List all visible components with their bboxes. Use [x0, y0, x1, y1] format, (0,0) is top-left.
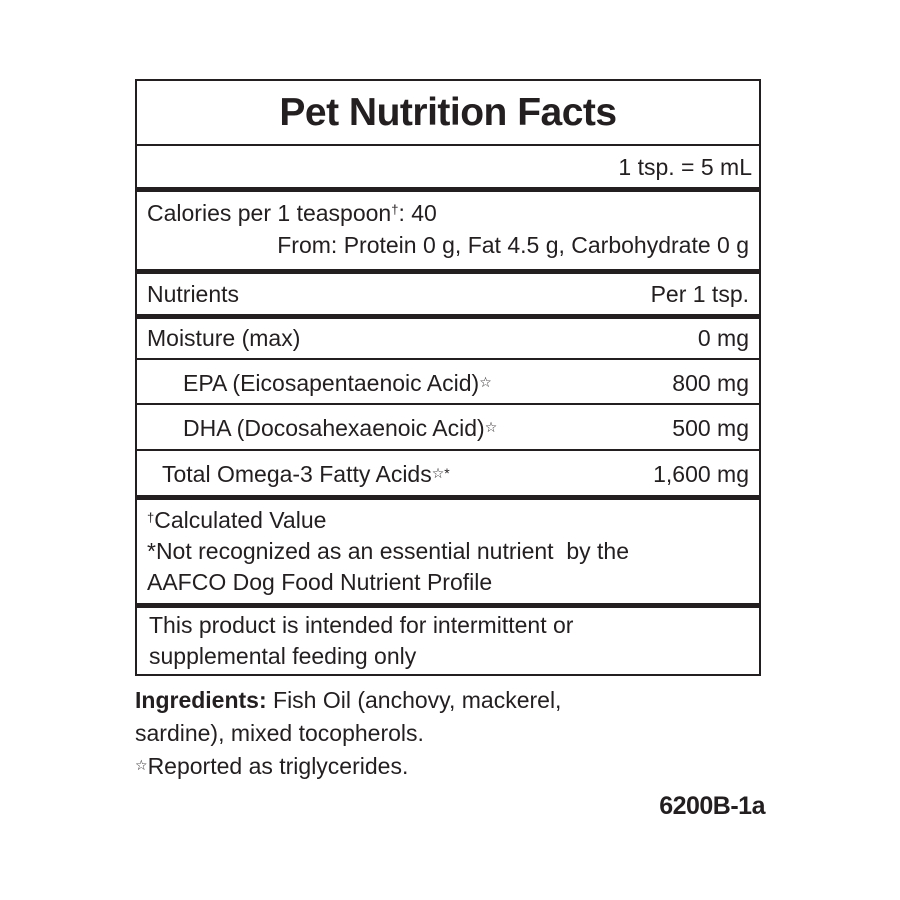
divider — [137, 144, 759, 146]
nutrients-header-amount: Per 1 tsp. — [650, 281, 749, 307]
footnote-not-recognized-line1: *Not recognized as an essential nutrient by the — [147, 538, 630, 564]
feeding-statement — [137, 608, 759, 674]
calories-value: : 40 — [398, 200, 437, 226]
nutrient-row — [137, 363, 759, 403]
nutrient-amount: 1,600 mg — [653, 461, 749, 487]
star-mark: ☆ — [484, 419, 498, 435]
nutrient-name-line — [183, 363, 492, 403]
footnote-not-recognized-line2: AAFCO Dog Food Nutrient Profile — [147, 569, 493, 595]
nutrient-name-line — [183, 408, 497, 448]
triglycerides-note-text: Reported as triglycerides. — [147, 753, 409, 779]
nutrient-amount: 800 mg — [672, 370, 749, 396]
star-mark: ☆ — [135, 757, 148, 773]
divider — [137, 358, 759, 360]
nutrient-name-line — [162, 454, 450, 494]
divider — [137, 403, 759, 405]
ingredients-line2: sardine), mixed tocopherols. — [135, 720, 424, 746]
nutrients-header-name: Nutrients — [147, 281, 240, 307]
nutrition-facts-panel — [135, 79, 761, 676]
dagger-mark: † — [391, 202, 399, 217]
ingredients-line1 — [135, 684, 755, 717]
calories-block — [137, 192, 759, 269]
dagger-mark: † — [147, 510, 155, 525]
ingredients-block — [135, 684, 755, 783]
serving-size: 1 tsp. = 5 mL — [618, 154, 752, 180]
star-mark: ☆ — [479, 374, 492, 390]
calories-line — [147, 192, 749, 230]
nutrient-name: Moisture (max) — [147, 325, 301, 351]
panel-title: Pet Nutrition Facts — [279, 91, 617, 134]
triglycerides-note — [135, 750, 755, 783]
nutrient-row — [137, 318, 759, 358]
star-mark: ☆* — [431, 465, 450, 481]
ingredients-text: Fish Oil (anchovy, mackerel, — [266, 687, 562, 713]
nutrient-amount: 0 mg — [697, 325, 749, 351]
calories-breakdown: From: Protein 0 g, Fat 4.5 g, Carbohydrate 0 g — [277, 232, 749, 258]
calories-label: Calories per 1 teaspoon — [147, 200, 392, 226]
nutrient-name: DHA (Docosahexaenoic Acid) — [183, 415, 485, 441]
nutrients-header — [137, 274, 759, 314]
divider — [137, 449, 759, 451]
nutrient-row — [137, 454, 759, 494]
product-code: 6200B-1a — [659, 792, 765, 820]
footnote-calculated — [147, 505, 749, 536]
feeding-statement-line1: This product is intended for intermittent or — [149, 612, 574, 638]
nutrient-name: Total Omega-3 Fatty Acids — [162, 461, 432, 487]
nutrient-name: EPA (Eicosapentaenoic Acid) — [183, 370, 480, 396]
footnote-calculated-text: Calculated Value — [154, 507, 327, 533]
footnotes — [137, 501, 759, 603]
nutrient-row — [137, 408, 759, 448]
divider-thick — [137, 495, 759, 500]
feeding-statement-line2: supplemental feeding only — [149, 643, 417, 669]
ingredients-label: Ingredients: — [135, 687, 267, 713]
nutrient-amount: 500 mg — [672, 415, 749, 441]
